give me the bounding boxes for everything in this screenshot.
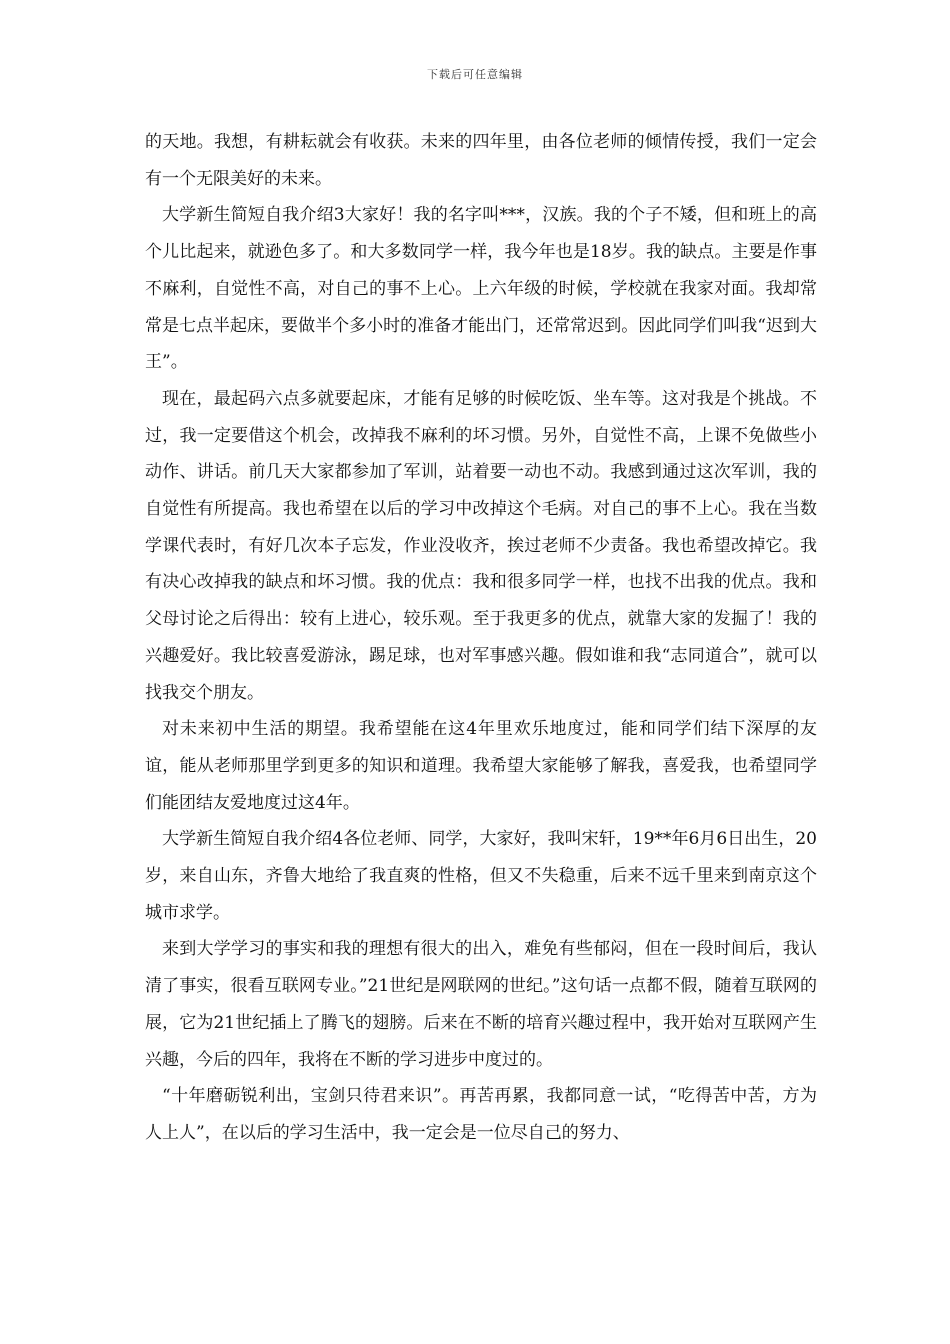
paragraph-6: 来到大学学习的事实和我的理想有很大的出入，难免有些郁闷，但在一段时间后，我认清了事实，很看互联网专业。”21世纪是网联网的世纪。”这句话一点都不假，随着互联网的展，它为21世纪插上了腾飞的翅膀。后来在不断的培育兴趣过程中，我开始对互联网产生兴趣，今后的四年，我将在不断的学习进步中度过的。 bbox=[145, 939, 817, 1070]
paragraph-2: 大学新生简短自我介绍3大家好！我的名字叫***，汉族。我的个子不矮，但和班上的高个儿比起来，就逊色多了。和大多数同学一样，我今年也是18岁。我的缺点。主要是作事不麻利，自觉性不高，对自己的事不上心。上六年级的时候，学校就在我家对面。我却常常是七点半起床，要做半个多小时的准备才能出门，还常常迟到。因此同学们叫我“迟到大王”。 bbox=[145, 205, 817, 373]
page-header: 下载后可任意编辑 bbox=[427, 68, 523, 81]
paragraph-7: “十年磨砺锐利出，宝剑只待君来识”。再苦再累，我都同意一试，“吃得苦中苦，方为人上人”，在以后的学习生活中，我一定会是一位尽自己的努力、 bbox=[145, 1086, 817, 1143]
paragraph-3: 现在，最起码六点多就要起床，才能有足够的时候吃饭、坐车等。这对我是个挑战。不过，我一定要借这个机会，改掉我不麻利的坏习惯。另外，自觉性不高，上课不免做些小动作、讲话。前几天大家都参加了军训，站着要一动也不动。我感到通过这次军训，我的自觉性有所提高。我也希望在以后的学习中改掉这个毛病。对自己的事不上心。我在当数学课代表时，有好几次本子忘发，作业没收齐，挨过老师不少责备。我也希望改掉它。我有决心改掉我的缺点和坏习惯。我的优点：我和很多同学一样，也找不出我的优点。我和父母讨论之后得出：较有上进心，较乐观。至于我更多的优点，就靠大家的发掘了！我的兴趣爱好。我比较喜爱游泳，踢足球，也对军事感兴趣。假如谁和我“志同道合”，就可以找我交个朋友。 bbox=[145, 388, 817, 703]
paragraph-4: 对未来初中生活的期望。我希望能在这4年里欢乐地度过，能和同学们结下深厚的友谊，能从老师那里学到更多的知识和道理。我希望大家能够了解我，喜爱我，也希望同学们能团结友爱地度过这4年。 bbox=[145, 719, 817, 813]
paragraph-5: 大学新生简短自我介绍4各位老师、同学，大家好，我叫宋轩，19**年6月6日出生，20岁，来自山东，齐鲁大地给了我直爽的性格，但又不失稳重，后来不远千里来到南京这个城市求学。 bbox=[145, 829, 817, 923]
paragraph-1: 的天地。我想，有耕耘就会有收获。未来的四年里，由各位老师的倾情传授，我们一定会有一个无限美好的未来。 bbox=[145, 132, 817, 189]
document-body bbox=[145, 124, 817, 1152]
